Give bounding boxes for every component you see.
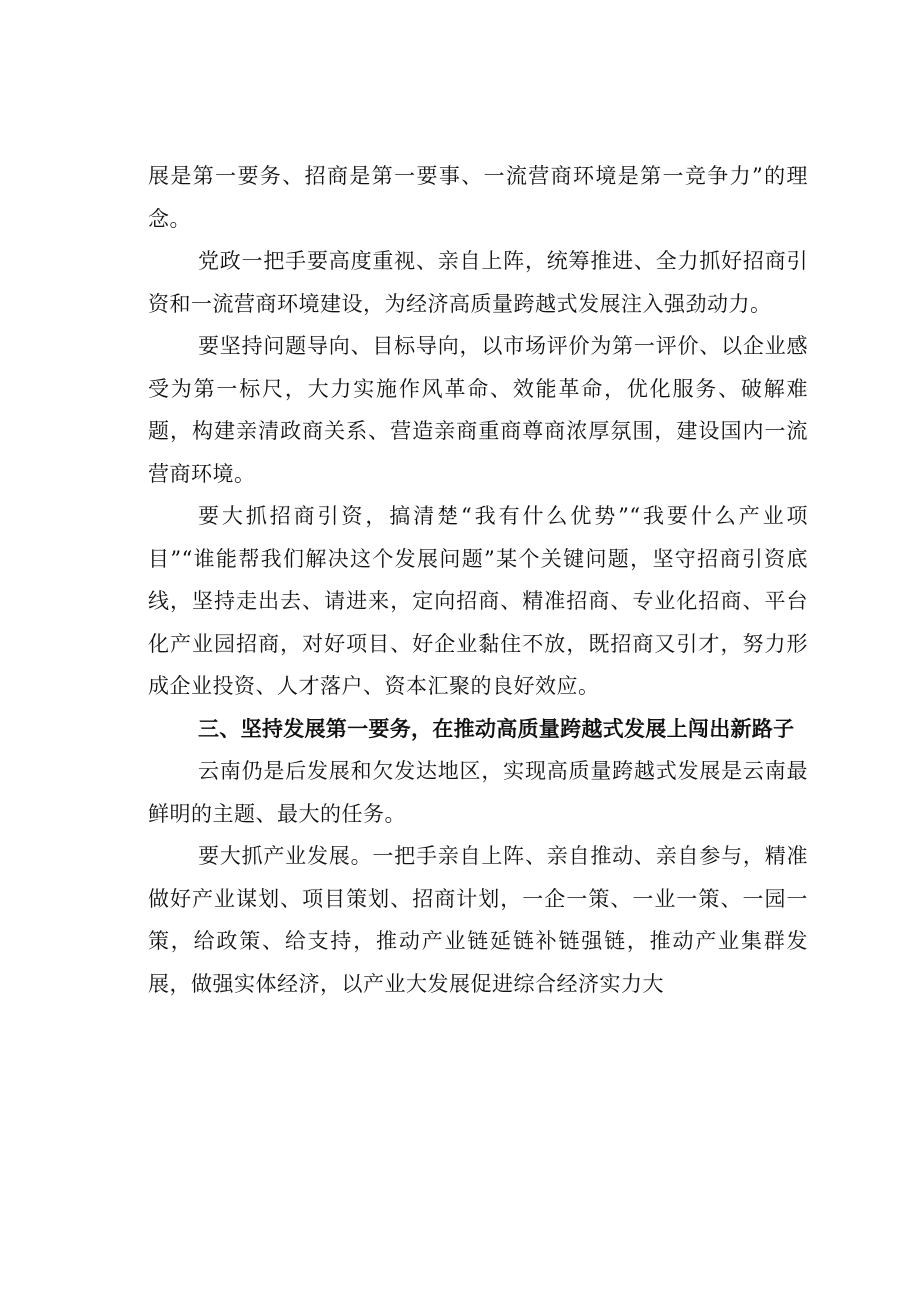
paragraph-continuation: 展是第一要务、招商是第一要事、一流营商环境是第一竞争力”的理念。: [148, 164, 808, 231]
section-heading-three: 三、坚持发展第一要务，在推动高质量跨越式发展上闯出新路子: [198, 716, 795, 741]
paragraph-yunnan-development: 云南仍是后发展和欠发达地区，实现高质量跨越式发展是云南最鲜明的主题、最大的任务。: [148, 759, 808, 826]
paragraph-problem-orientation: 要坚持问题导向、目标导向，以市场评价为第一评价、以企业感受为第一标尺，大力实施作风革命、效能革命，优化服务、破解难题，构建亲清政商关系、营造亲商重商尊商浓厚氛围，建设国内一流营商环境。: [148, 334, 808, 486]
paragraph-party-leaders: 党政一把手要高度重视、亲自上阵，统筹推进、全力抓好招商引资和一流营商环境建设，为经济高质量跨越式发展注入强劲动力。: [148, 249, 808, 316]
paragraph-industry-development: 要大抓产业发展。一把手亲自上阵、亲自推动、亲自参与，精准做好产业谋划、项目策划、招商计划，一企一策、一业一策、一园一策，给政策、给支持，推动产业链延链补链强链，推动产业集群发展，做强实体经济，以产业大发展促进综合经济实力大: [148, 844, 808, 996]
paragraph-investment-promotion: 要大抓招商引资，搞清楚“我有什么优势”“我要什么产业项目”“谁能帮我们解决这个发展问题”某个关键问题，坚守招商引资底线，坚持走出去、请进来，定向招商、精准招商、专业化招商、平台化产业园招商，对好项目、好企业黏住不放，既招商又引才，努力形成企业投资、人才落户、资本汇聚的良好效应。: [148, 504, 808, 698]
document-page: [148, 155, 808, 1005]
